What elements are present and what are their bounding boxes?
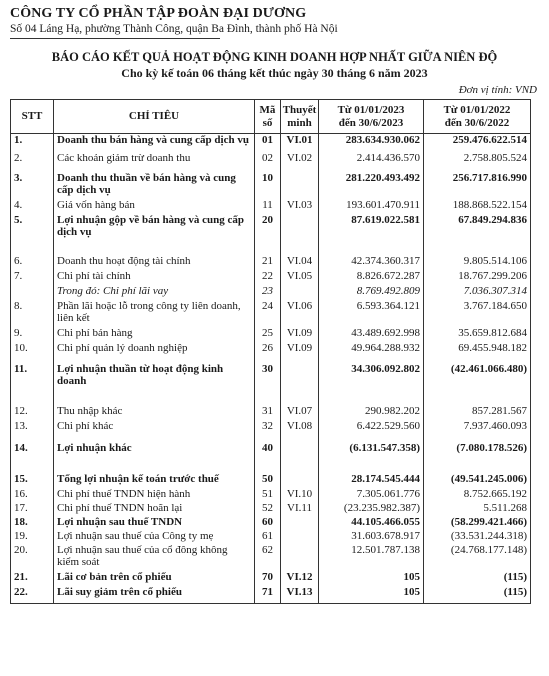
row-note: VI.04 (281, 255, 319, 270)
table-row (11, 342, 531, 363)
table-row (11, 327, 531, 342)
row-code: 22 (255, 270, 281, 285)
row-item-name: Lợi nhuận sau thuế TNDN (54, 516, 255, 530)
row-note: VI.05 (281, 270, 319, 285)
row-stt: 2. (11, 152, 54, 172)
row-code: 31 (255, 405, 281, 420)
row-item-name: Phần lãi hoặc lỗ trong công ty liên doanh, liên kết (54, 300, 255, 327)
row-note: VI.09 (281, 342, 319, 363)
row-prior-value: 69.455.948.182 (424, 342, 531, 363)
row-note (281, 530, 319, 544)
row-code: 71 (255, 586, 281, 604)
table-row (11, 420, 531, 442)
row-current-value: 6.593.364.121 (319, 300, 424, 327)
row-stt: 15. (11, 473, 54, 488)
row-note: VI.08 (281, 420, 319, 442)
row-stt: 20. (11, 544, 54, 571)
row-current-value: 8.826.672.287 (319, 270, 424, 285)
table-row (11, 516, 531, 530)
row-code: 20 (255, 214, 281, 255)
table-row (11, 488, 531, 502)
row-code: 10 (255, 172, 281, 199)
row-item-name: Các khoản giảm trừ doanh thu (54, 152, 255, 172)
col-header-prior-period (424, 100, 531, 134)
row-code: 23 (255, 285, 281, 300)
table-row (11, 172, 531, 199)
row-stt: 3. (11, 172, 54, 199)
row-prior-value: 18.767.299.206 (424, 270, 531, 285)
report-title: BÁO CÁO KẾT QUẢ HOẠT ĐỘNG KINH DOANH HỢP NHẤT GIỮA NIÊN ĐỘ (51, 50, 498, 64)
row-prior-value: 5.511.268 (424, 502, 531, 516)
row-prior-value: (115) (424, 586, 531, 604)
row-stt: 16. (11, 488, 54, 502)
row-item-name: Trong đó: Chi phí lãi vay (54, 285, 255, 300)
row-note: VI.07 (281, 405, 319, 420)
row-prior-value: (7.080.178.526) (424, 442, 531, 473)
row-current-value: 105 (319, 571, 424, 586)
report-subtitle: Cho kỳ kế toán 06 tháng kết thúc ngày 30 tháng 6 năm 2023 (121, 66, 428, 80)
table-row (11, 199, 531, 214)
row-current-value: 28.174.545.444 (319, 473, 424, 488)
row-code: 70 (255, 571, 281, 586)
table-row (11, 152, 531, 172)
row-prior-value: 35.659.812.684 (424, 327, 531, 342)
table-row (11, 255, 531, 270)
row-stt: 7. (11, 270, 54, 285)
row-current-value: 290.982.202 (319, 405, 424, 420)
row-note (281, 544, 319, 571)
row-stt: 10. (11, 342, 54, 363)
row-prior-value: 8.752.665.192 (424, 488, 531, 502)
row-code: 25 (255, 327, 281, 342)
row-note (281, 214, 319, 255)
row-note: VI.01 (281, 134, 319, 152)
row-code: 51 (255, 488, 281, 502)
row-note (281, 363, 319, 405)
row-stt (11, 285, 54, 300)
row-stt: 21. (11, 571, 54, 586)
row-prior-value: (49.541.245.006) (424, 473, 531, 488)
row-current-value: 34.306.092.802 (319, 363, 424, 405)
row-prior-value: 2.758.805.524 (424, 152, 531, 172)
table-row (11, 530, 531, 544)
row-item-name: Lợi nhuận sau thuế của Công ty mẹ (54, 530, 255, 544)
row-item-name: Lãi cơ bản trên cổ phiếu (54, 571, 255, 586)
row-prior-value: 256.717.816.990 (424, 172, 531, 199)
row-current-value: 12.501.787.138 (319, 544, 424, 571)
col-header-prior-line1: Từ 01/01/2022 (443, 104, 511, 116)
row-stt: 9. (11, 327, 54, 342)
table-row (11, 405, 531, 420)
row-note: VI.02 (281, 152, 319, 172)
row-code: 62 (255, 544, 281, 571)
row-current-value: 283.634.930.062 (319, 134, 424, 152)
row-code: 40 (255, 442, 281, 473)
row-code: 61 (255, 530, 281, 544)
row-stt: 11. (11, 363, 54, 405)
row-code: 01 (255, 134, 281, 152)
row-prior-value: (42.461.066.480) (424, 363, 531, 405)
table-row (11, 214, 531, 255)
row-note: VI.10 (281, 488, 319, 502)
row-stt: 22. (11, 586, 54, 604)
table-row (11, 586, 531, 604)
row-item-name: Lợi nhuận khác (54, 442, 255, 473)
row-current-value: 8.769.492.809 (319, 285, 424, 300)
row-stt: 14. (11, 442, 54, 473)
row-stt: 6. (11, 255, 54, 270)
row-item-name: Chi phí khác (54, 420, 255, 442)
row-stt: 13. (11, 420, 54, 442)
row-note: VI.09 (281, 327, 319, 342)
row-stt: 4. (11, 199, 54, 214)
row-current-value: (23.235.982.387) (319, 502, 424, 516)
row-prior-value: 857.281.567 (424, 405, 531, 420)
col-header-current-line1: Từ 01/01/2023 (337, 104, 405, 116)
table-row (11, 571, 531, 586)
row-stt: 1. (11, 134, 54, 152)
table-row (11, 270, 531, 285)
row-prior-value: 67.849.294.836 (424, 214, 531, 255)
row-code: 60 (255, 516, 281, 530)
row-item-name: Giá vốn hàng bán (54, 199, 255, 214)
row-item-name: Lợi nhuận gộp về bán hàng và cung cấp dịch vụ (54, 214, 255, 255)
row-current-value: 7.305.061.776 (319, 488, 424, 502)
row-code: 26 (255, 342, 281, 363)
header-divider (10, 38, 220, 39)
row-current-value: 43.489.692.998 (319, 327, 424, 342)
row-prior-value: (24.768.177.148) (424, 544, 531, 571)
col-header-current-period (319, 100, 424, 134)
row-current-value: 31.603.678.917 (319, 530, 424, 544)
row-current-value: 6.422.529.560 (319, 420, 424, 442)
currency-unit: Đơn vị tính: VND (458, 84, 537, 96)
row-prior-value: 3.767.184.650 (424, 300, 531, 327)
row-prior-value: (33.531.244.318) (424, 530, 531, 544)
col-header-note-line2: minh (287, 116, 312, 129)
row-item-name: Lợi nhuận sau thuế của cổ đông không kiểm soát (54, 544, 255, 571)
row-code: 32 (255, 420, 281, 442)
row-stt: 12. (11, 405, 54, 420)
row-item-name: Lãi suy giảm trên cổ phiếu (54, 586, 255, 604)
row-prior-value: 188.868.522.154 (424, 199, 531, 214)
row-code: 21 (255, 255, 281, 270)
row-item-name: Chi phí bán hàng (54, 327, 255, 342)
row-code: 52 (255, 502, 281, 516)
col-header-code-line1: Mã (259, 104, 276, 116)
row-prior-value: 9.805.514.106 (424, 255, 531, 270)
row-prior-value: (58.299.421.466) (424, 516, 531, 530)
row-current-value: 281.220.493.492 (319, 172, 424, 199)
row-prior-value: 7.036.307.314 (424, 285, 531, 300)
row-item-name: Doanh thu hoạt động tài chính (54, 255, 255, 270)
row-item-name: Doanh thu bán hàng và cung cấp dịch vụ (54, 134, 255, 152)
row-item-name: Chi phí quản lý doanh nghiệp (54, 342, 255, 363)
row-note (281, 172, 319, 199)
table-row (11, 363, 531, 405)
row-item-name: Chi phí thuế TNDN hiện hành (54, 488, 255, 502)
row-note: VI.06 (281, 300, 319, 327)
row-note: VI.03 (281, 199, 319, 214)
col-header-note-line1: Thuyết (282, 104, 317, 116)
row-note: VI.13 (281, 586, 319, 604)
row-item-name: Lợi nhuận thuần từ hoạt động kinh doanh (54, 363, 255, 405)
row-item-name: Chi phí tài chính (54, 270, 255, 285)
row-current-value: 44.105.466.055 (319, 516, 424, 530)
row-prior-value: (115) (424, 571, 531, 586)
income-statement-table (10, 99, 531, 604)
row-code: 11 (255, 199, 281, 214)
table-row (11, 300, 531, 327)
row-current-value: 42.374.360.317 (319, 255, 424, 270)
col-header-item: CHỈ TIÊU (54, 100, 255, 134)
row-note (281, 442, 319, 473)
company-address: Số 04 Láng Hạ, phường Thành Công, quận Ba Đình, thành phố Hà Nội (10, 23, 338, 35)
row-current-value: 49.964.288.932 (319, 342, 424, 363)
row-prior-value: 259.476.622.514 (424, 134, 531, 152)
row-prior-value: 7.937.460.093 (424, 420, 531, 442)
row-item-name: Doanh thu thuần về bán hàng và cung cấp dịch vụ (54, 172, 255, 199)
col-header-code-line2: số (262, 116, 273, 129)
row-item-name: Chi phí thuế TNDN hoãn lại (54, 502, 255, 516)
table-row (11, 134, 531, 152)
row-note (281, 285, 319, 300)
row-stt: 8. (11, 300, 54, 327)
row-item-name: Thu nhập khác (54, 405, 255, 420)
col-header-code (255, 100, 281, 134)
table-header (11, 100, 531, 134)
table-row (11, 442, 531, 473)
table-body (11, 134, 531, 604)
row-item-name: Tổng lợi nhuận kế toán trước thuế (54, 473, 255, 488)
table-row (11, 502, 531, 516)
row-note (281, 473, 319, 488)
row-stt: 19. (11, 530, 54, 544)
col-header-current-line2: đến 30/6/2023 (338, 116, 404, 129)
table-row (11, 544, 531, 571)
row-current-value: 105 (319, 586, 424, 604)
row-code: 30 (255, 363, 281, 405)
table-row (11, 473, 531, 488)
row-current-value: 193.601.470.911 (319, 199, 424, 214)
row-note: VI.11 (281, 502, 319, 516)
col-header-prior-line2: đến 30/6/2022 (444, 116, 510, 129)
row-code: 50 (255, 473, 281, 488)
row-stt: 18. (11, 516, 54, 530)
row-code: 24 (255, 300, 281, 327)
row-code: 02 (255, 152, 281, 172)
row-stt: 17. (11, 502, 54, 516)
row-note (281, 516, 319, 530)
company-name: CÔNG TY CỔ PHẦN TẬP ĐOÀN ĐẠI DƯƠNG (10, 6, 307, 21)
table-row (11, 285, 531, 300)
row-current-value: (6.131.547.358) (319, 442, 424, 473)
row-current-value: 2.414.436.570 (319, 152, 424, 172)
col-header-stt: STT (11, 100, 54, 134)
col-header-note (281, 100, 319, 134)
row-current-value: 87.619.022.581 (319, 214, 424, 255)
row-note: VI.12 (281, 571, 319, 586)
row-stt: 5. (11, 214, 54, 255)
